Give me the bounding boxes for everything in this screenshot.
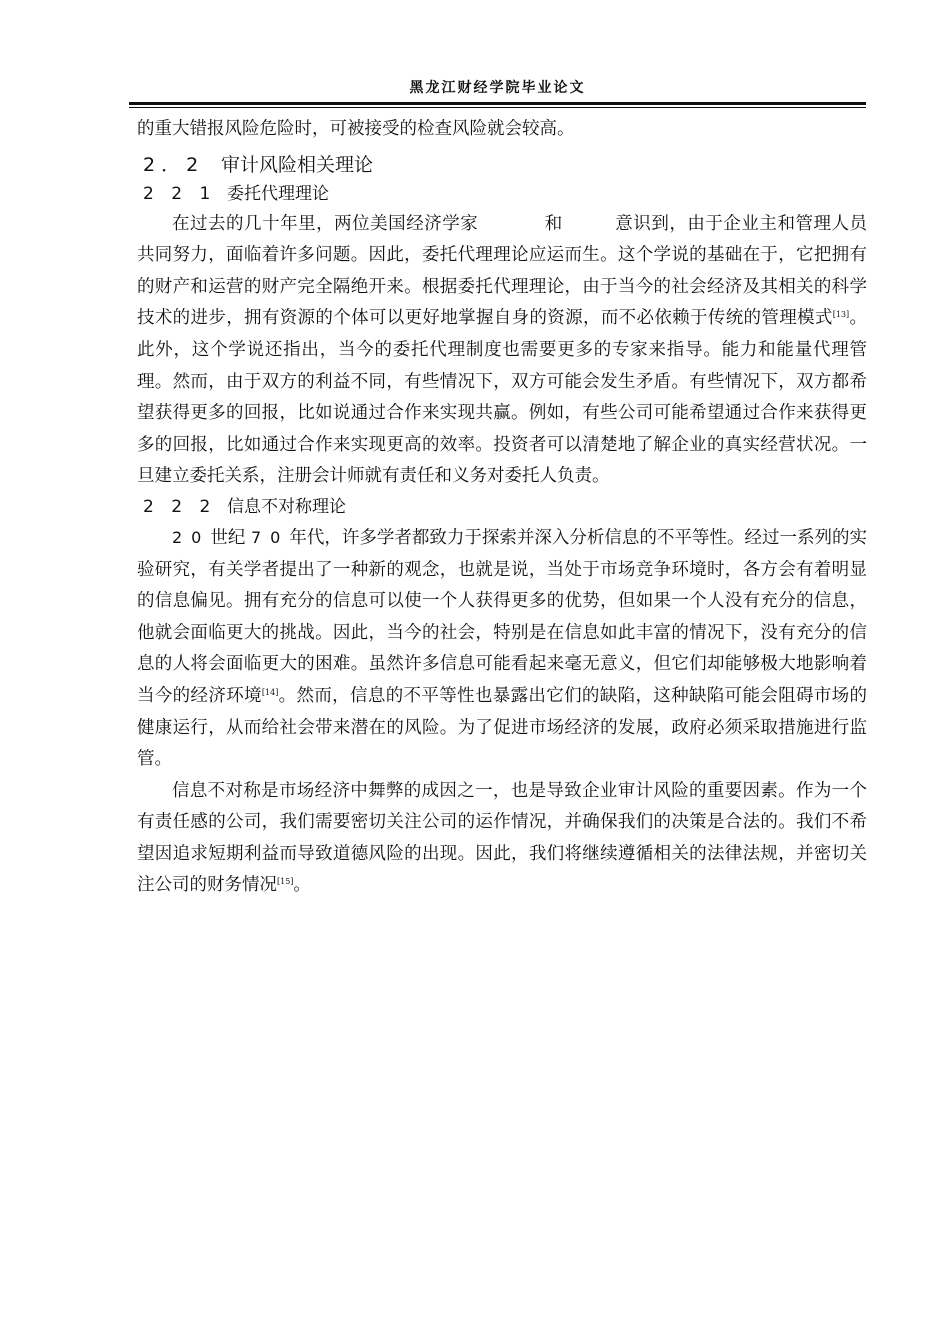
section-2-2-2-number: 2 2 2: [143, 496, 217, 517]
year-number-70: 70: [250, 527, 290, 547]
header-rule-thick: [129, 102, 866, 105]
intro-text: 的重大错报风险危险时，可被接受的检查风险就会较高。: [137, 119, 575, 139]
intro-paragraph: [137, 114, 867, 146]
info-asymmetry-paragraph-1: [137, 522, 867, 776]
citation-14: [14]: [261, 687, 279, 697]
section-2-2-number: 2．2: [143, 153, 205, 176]
info-text-c: 。然而，信息的不平等性也暴露出它们的缺陷，这种缺陷可能会阻碍市场的健康运行，从而给社会带来潜在的风险。为了促进市场经济的发展，政府必须采取措施进行监管。: [137, 685, 868, 770]
agency-text-d: 。此外，这个学说还指出，当今的委托代理制度也需要更多的专家来指导。能力和能量代理管理。然而，由于双方的利益不同，有些情况下，双方可能会发生矛盾。有些情况下，双方都希望获得更多的回报，比如说通过合作来实现共赢。例如，有些公司可能希望通过合作来获得更多的回报，比如通过合作来实现更高的效率。投资者可以清楚地了解企业的真实经营状况。一旦建立委托关系，注册会计师就有责任和义务对委托人负责。: [137, 308, 868, 487]
agency-text-b: 和: [544, 213, 563, 234]
header-rule-thin: [129, 107, 866, 108]
info-asymmetry-paragraph-2: [137, 776, 867, 902]
citation-13: [13]: [832, 310, 850, 320]
section-2-2-1-heading: [137, 180, 867, 209]
section-2-2-heading: [137, 150, 867, 180]
section-2-2-2-heading: [137, 493, 867, 522]
header-title: 黑龙江财经学院毕业论文: [409, 80, 586, 96]
agency-text-a: 在过去的几十年里，两位美国经济学家: [172, 213, 479, 234]
document-body: [137, 114, 867, 902]
citation-15: [15]: [277, 877, 294, 887]
info-text-p2b: 。: [293, 875, 311, 896]
section-2-2-2-title: 信息不对称理论: [227, 496, 346, 517]
agency-theory-paragraph: [137, 209, 867, 493]
year-number-20: 20: [172, 527, 211, 547]
info-text-b: 年代，许多学者都致力于探索并深入分析信息的不平等性。经过一系列的实验研究，有关学者提出了一种新的观念，也就是说，当处于市场竞争环境时，各方会有着明显的信息偏见。拥有充分的信息可以使一个人获得更多的优势，但如果一个人没有充分的信息，他就会面临更大的挑战。因此，当今的社会，特别是在信息如此丰富的情况下，没有充分的信息的人将会面临更大的困难。虽然许多信息可能看起来毫无意义，但它们却能够极大地影响着当今的经济环境: [137, 527, 868, 706]
section-2-2-1-number: 2 2 1: [143, 183, 217, 204]
section-2-2-1-title: 委托代理理论: [227, 183, 329, 204]
info-text-a: 世纪: [210, 527, 246, 548]
info-text-p2a: 信息不对称是市场经济中舞弊的成因之一，也是导致企业审计风险的重要因素。作为一个有责任感的公司，我们需要密切关注公司的运作情况，并确保我们的决策是合法的。我们不希望因追求短期利益而导致道德风险的出现。因此，我们将继续遵循相关的法律法规，并密切关注公司的财务情况: [137, 780, 867, 896]
agency-text-c: 意识到，由于企业主和管理人员共同努力，面临着许多问题。因此，委托代理理论应运而生。这个学说的基础在于，它把拥有的财产和运营的财产完全隔绝开来。根据委托代理理论，由于当今的社会经济及其相关的科学技术的进步，拥有资源的个体可以更好地掌握自身的资源，而不必依赖于传统的管理模式: [137, 213, 868, 329]
page-header: [129, 78, 866, 108]
section-2-2-title: 审计风险相关理论: [221, 153, 374, 176]
